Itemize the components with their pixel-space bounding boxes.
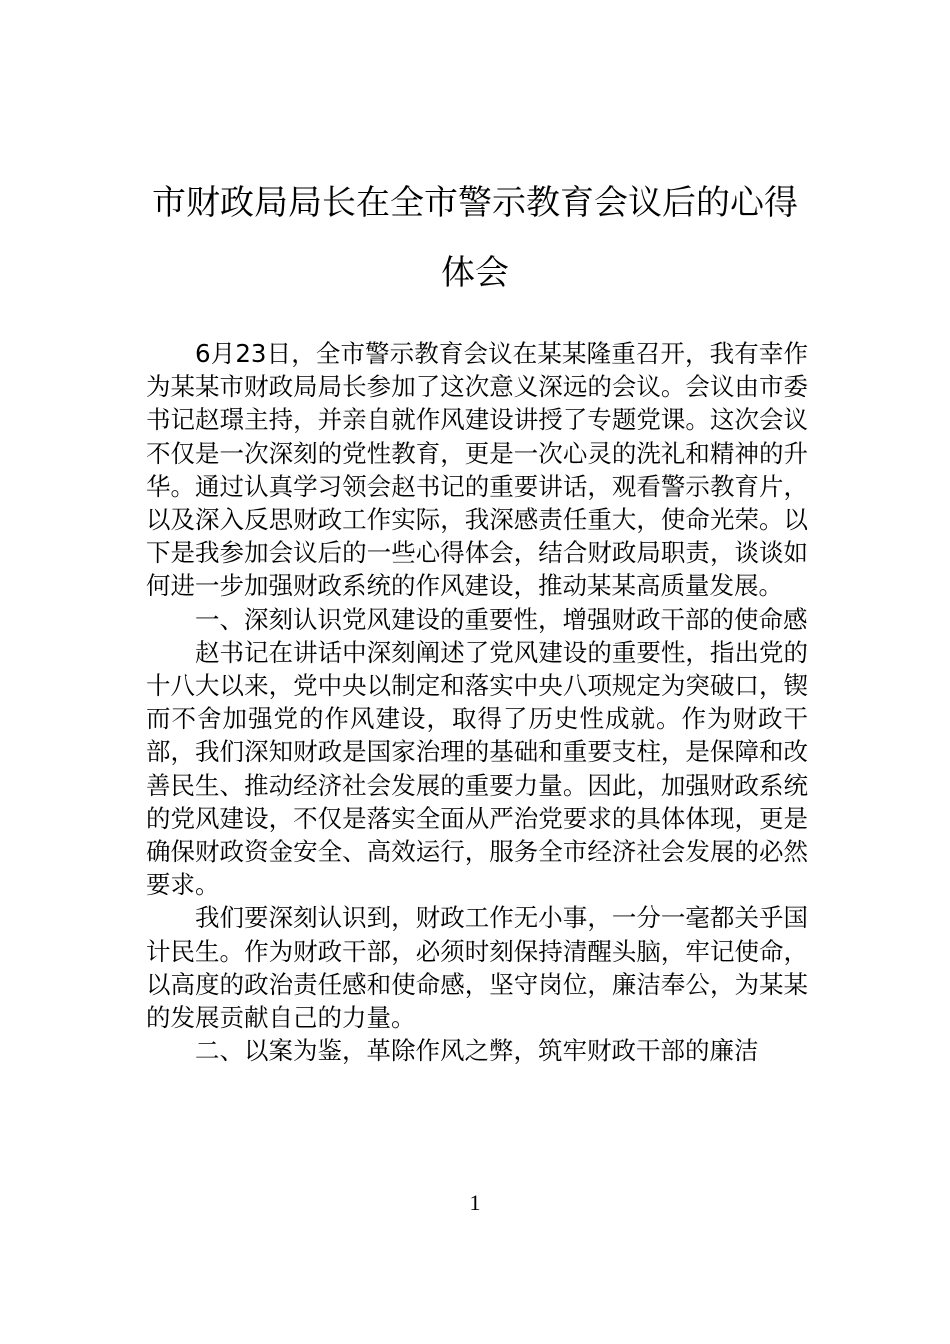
section-heading-1: 一、深刻认识党风建设的重要性，增强财政干部的使命感 xyxy=(195,604,808,634)
paragraph-intro: 6月23日，全市警示教育会议在某某隆重召开，我有幸作为某某市财政局局长参加了这次意义深远的会议。会议由市委书记赵璟主持，并亲自就作风建设讲授了专题党课。这次会议不仅是一次深刻的党性教育，更是一次心灵的洗礼和精神的升华。通过认真学习领会赵书记的重要讲话，观看警示教育片，以及深入反思财政工作实际，我深感责任重大，使命光荣。以下是我参加会议后的一些心得体会，结合财政局职责，谈谈如何进一步加强财政系统的作风建设，推动某某高质量发展。 xyxy=(146,339,808,601)
paragraph-section-1-a: 赵书记在讲话中深刻阐述了党风建设的重要性，指出党的十八大以来，党中央以制定和落实中央八项规定为突破口，锲而不舍加强党的作风建设，取得了历史性成就。作为财政干部，我们深知财政是国家治理的基础和重要支柱，是保障和改善民生、推动经济社会发展的重要力量。因此，加强财政系统的党风建设，不仅是落实全面从严治党要求的具体体现，更是确保财政资金安全、高效运行，服务全市经济社会发展的必然要求。 xyxy=(146,637,808,900)
page-number: 1 xyxy=(469,1190,481,1215)
section-heading-2: 二、以案为鉴，革除作风之弊，筑牢财政干部的廉洁 xyxy=(195,1036,759,1066)
paragraph-section-1-b: 我们要深刻认识到，财政工作无小事，一分一毫都关乎国计民生。作为财政干部，必须时刻保持清醒头脑，牢记使命，以高度的政治责任感和使命感，坚守岗位，廉洁奉公，为某某的发展贡献自己的力量。 xyxy=(146,903,808,1033)
document-body xyxy=(146,337,808,1067)
document-title: 市财政局局长在全市警示教育会议后的心得体会 xyxy=(152,183,798,293)
